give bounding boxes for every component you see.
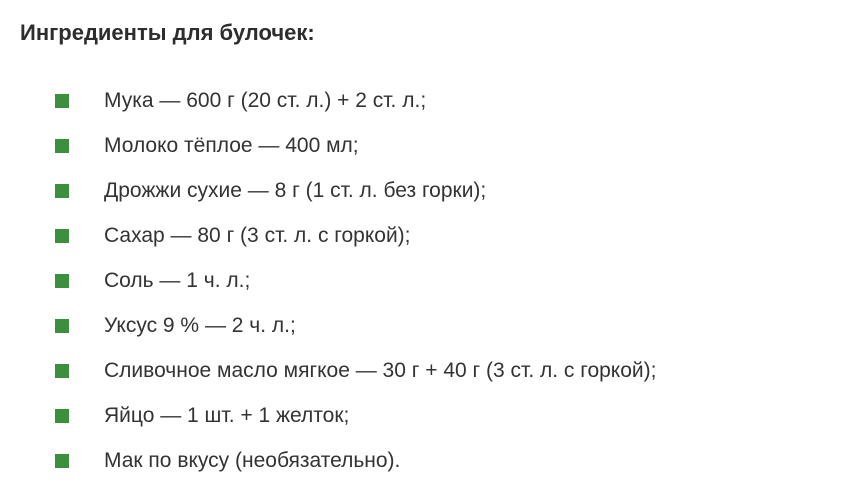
square-bullet-icon — [55, 319, 69, 333]
square-bullet-icon — [55, 229, 69, 243]
ingredient-text: Сахар — 80 г (3 ст. л. с горкой); — [104, 223, 411, 247]
ingredient-text: Яйцо — 1 шт. + 1 желток; — [104, 403, 350, 427]
ingredient-text: Дрожжи сухие — 8 г (1 ст. л. без горки); — [104, 178, 487, 202]
ingredient-text: Уксус 9 % — 2 ч. л.; — [104, 313, 296, 337]
ingredient-text: Мак по вкусу (необязательно). — [104, 448, 401, 472]
section-title: Ингредиенты для булочек: — [20, 20, 315, 45]
ingredient-text: Сливочное масло мягкое — 30 г + 40 г (3 ст. л. с горкой); — [104, 358, 657, 382]
square-bullet-icon — [55, 184, 69, 198]
ingredient-text: Мука — 600 г (20 ст. л.) + 2 ст. л.; — [104, 88, 427, 112]
square-bullet-icon — [55, 274, 69, 288]
square-bullet-icon — [55, 139, 69, 153]
square-bullet-icon — [55, 454, 69, 468]
square-bullet-icon — [55, 94, 69, 108]
ingredient-text: Соль — 1 ч. л.; — [104, 268, 251, 292]
square-bullet-icon — [55, 364, 69, 378]
square-bullet-icon — [55, 409, 69, 423]
ingredient-text: Молоко тёплое — 400 мл; — [104, 133, 359, 157]
